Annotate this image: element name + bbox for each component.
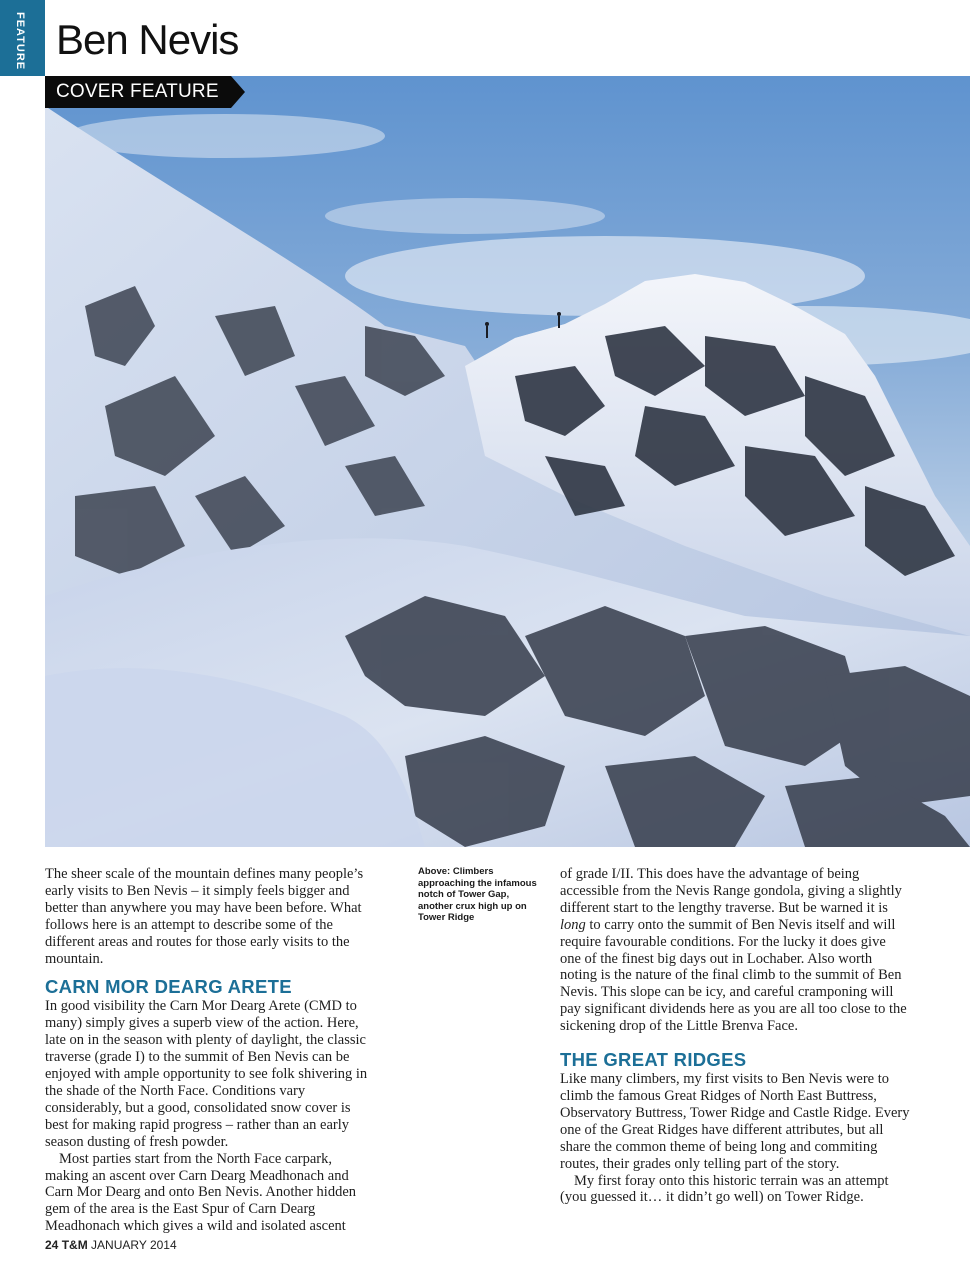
body-paragraph: In good visibility the Carn Mor Dearg Arete (CMD to many) simply gives a superb view of the action. Here, late on in the season with plenty of daylight, the classic traverse (grade I) to the summit of Ben Nevis can be enjoyed with ample opportunity to see folk shivering in the shade of the North Face. Conditions vary considerably, but a good, consolidated snow cover is best for making rapid progress – rather than an early season dusting of fresh powder. [45,998,368,1150]
body-paragraph: Most parties start from the North Face carpark, making an ascent over Carn Dearg Meadhonach and Carn Mor Dearg and onto Ben Nevis. Another hidden gem of the area is the East Spur of Carn Dearg Meadhonach which gives a wild and isolated ascent [45,1150,357,1235]
magazine-name: T&M [61,1238,88,1252]
cover-feature-arrow [231,76,245,108]
body-paragraph: My first foray onto this historic terrain was an attempt (you guessed it… it didn’t go well) on Tower Ridge. [560,1172,889,1206]
hero-photo [45,76,970,847]
body-paragraph [560,866,910,1035]
mountain-photo-illustration [45,76,970,847]
article-column-2 [560,866,910,1206]
section-heading-carn-mor-dearg: CARN MOR DEARG ARETE [45,976,292,998]
issue-date: JANUARY 2014 [91,1238,177,1252]
body-paragraph: Like many climbers, my first visits to Ben Nevis were to climb the famous Great Ridges of North East Buttress, Observatory Buttress, Tower Ridge and Castle Ridge. Every one of the Great Ridges have different attributes, but all share the common theme of being long and commiting routes, their grades only telling part of the story. [560,1071,910,1172]
photo-caption: Above: Climbers approaching the infamous notch of Tower Gap, another crux high up on Tower Ridge [418,866,537,924]
intro-paragraph: The sheer scale of the mountain defines many people’s early visits to Ben Nevis – it simply feels bigger and better than anywhere you may have been before. What follows here is an attempt to describe some of the different areas and routes for those early visits to the mountain. [45,866,364,967]
cover-feature-label [45,76,245,108]
emphasis-text: long [560,916,586,933]
section-tab-label: FEATURE [14,12,26,71]
article-column-1 [45,866,375,1235]
section-tab [0,0,45,76]
page-number: 24 [45,1238,59,1252]
section-heading-great-ridges: THE GREAT RIDGES [560,1049,747,1071]
page-footer [45,1238,177,1252]
cover-feature-text: COVER FEATURE [45,76,231,108]
body-text: of grade I/II. This does have the advantage of being accessible from the Nevis Range gondola, giving a slightly different start to the lengthy traverse. But be warned it is [560,866,902,916]
body-text: to carry onto the summit of Ben Nevis itself and will require favourable conditions. For the lucky it does give one of the finest big days out in Lochaber. Also worth noting is the nature of the final climb to the summit of Ben Nevis. This slope can be icy, and careful cramponing will pay significant dividends here as you are all too close to the sickening drop of the Little Brenva Face. [560,916,907,1035]
page-title: Ben Nevis [56,16,239,63]
